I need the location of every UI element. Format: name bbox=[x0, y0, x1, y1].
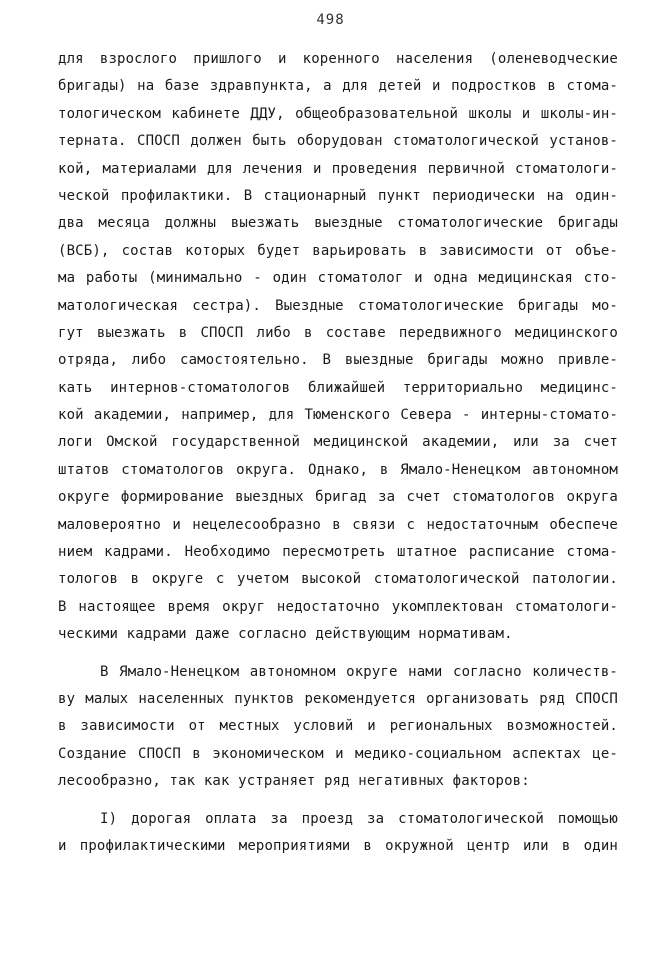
text-line: округе формирование выездных бригад за счет стоматологов округа bbox=[58, 489, 618, 506]
text-line: кой, материалами для лечения и проведения первичной стоматологи- bbox=[58, 160, 618, 177]
text-line: кать интернов-стоматологов ближайшей территориально медицинс- bbox=[58, 379, 618, 396]
body-text bbox=[58, 46, 618, 860]
paragraph-3 bbox=[58, 806, 618, 861]
text-line: кой академии, например, для Тюменского Севера - интерны-стомато- bbox=[58, 407, 618, 424]
text-line: лесообразно, так как устраняет ряд негативных факторов: bbox=[58, 773, 530, 790]
text-line: ческими кадрами даже согласно действующим нормативам. bbox=[58, 626, 513, 643]
text-line: ма работы (минимально - один стоматолог и одна медицинская сто- bbox=[58, 270, 618, 287]
paragraph-2 bbox=[58, 659, 618, 796]
text-line: маловероятно и нецелесообразно в связи с недостаточным обеспече bbox=[58, 516, 618, 533]
text-line: тологов в округе с учетом высокой стоматологической патологии. bbox=[58, 571, 618, 588]
text-line: ческой профилактики. В стационарный пункт периодически на один- bbox=[58, 187, 618, 204]
text-line: и профилактическими мероприятиями в окружной центр или в один bbox=[58, 837, 618, 854]
text-line: матологическая сестра). Выездные стоматологические бригады мо- bbox=[58, 297, 618, 314]
text-line: нием кадрами. Необходимо пересмотреть штатное расписание стома- bbox=[58, 544, 618, 561]
text-line: ву малых населенных пунктов рекомендуется организовать ряд СПОСП bbox=[58, 690, 618, 707]
text-line: терната. СПОСП должен быть оборудован стоматологической установ- bbox=[58, 133, 618, 150]
paragraph-spacer bbox=[58, 649, 618, 659]
text-line: (ВСБ), состав которых будет варьировать в зависимости от объе- bbox=[58, 242, 618, 259]
text-line: два месяца должны выезжать выездные стоматологические бригады bbox=[58, 215, 618, 232]
text-line: тологическом кабинете ДДУ, общеобразовательной школы и школы-ин- bbox=[58, 105, 618, 122]
text-line: I) дорогая оплата за проезд за стоматологической помощью bbox=[100, 810, 618, 827]
text-line: штатов стоматологов округа. Однако, в Ямало-Ненецком автономном bbox=[58, 461, 618, 478]
text-line: для взрослого пришлого и коренного населения (оленеводческие bbox=[58, 51, 618, 67]
text-line: бригады) на базе здравпункта, а для детей и подростков в стома- bbox=[58, 78, 618, 95]
text-line: в зависимости от местных условий и региональных возможностей. bbox=[58, 718, 618, 735]
paragraph-1 bbox=[58, 46, 618, 649]
text-line: логи Омской государственной медицинской академии, или за счет bbox=[58, 434, 618, 451]
text-line: отряда, либо самостоятельно. В выездные бригады можно привле- bbox=[58, 352, 618, 369]
page-number: 498 bbox=[316, 12, 345, 28]
text-line: гут выезжать в СПОСП либо в составе передвижного медицинского bbox=[58, 324, 618, 341]
text-line: В настоящее время округ недостаточно укомплектован стоматологи- bbox=[58, 598, 618, 615]
text-line: Создание СПОСП в экономическом и медико-социальном аспектах це- bbox=[58, 745, 618, 762]
text-line: В Ямало-Ненецком автономном округе нами согласно количеств- bbox=[100, 663, 618, 680]
paragraph-spacer bbox=[58, 796, 618, 806]
